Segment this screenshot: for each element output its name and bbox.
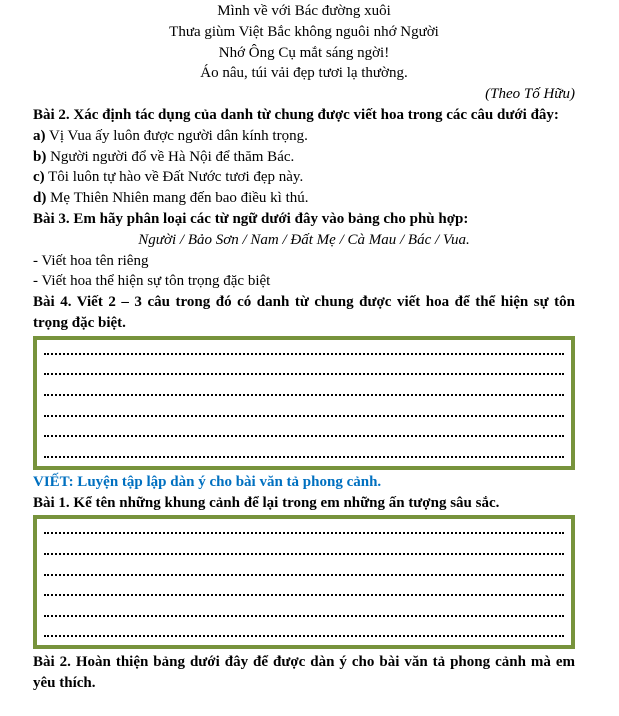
viet-exercise1-heading: Bài 1. Kể tên những khung cảnh để lại trong em những ấn tượng sâu sắc. [33,494,500,511]
item-text: Mẹ Thiên Nhiên mang đến bao điều kì thú. [50,190,309,207]
viet-section-heading: VIẾT: Luyện tập lập dàn ý cho bài văn tả phong cảnh. [33,473,382,490]
answer-line [44,437,564,458]
answer-line [44,355,564,376]
answer-line [44,534,564,555]
poem-line: Mình về với Bác đường xuôi [217,3,391,19]
poem [33,1,575,84]
viet-exercise1-answer-box [33,515,575,649]
item-label: d) [33,190,47,207]
item-label: b) [33,148,47,165]
item-text: Vị Vua ấy luôn được người dân kính trọng. [48,127,308,144]
answer-line [44,519,564,534]
exercise4-answer-box [33,336,575,470]
poem-line: Nhớ Ông Cụ mắt sáng ngời! [218,44,390,61]
poem-attribution: (Theo Tố Hữu) [485,86,575,103]
exercise3-word-list: Người / Bảo Sơn / Nam / Đất Mẹ / Cà Mau / Bác / Vua. [138,231,470,248]
exercise3-heading: Bài 3. Em hãy phân loại các từ ngữ dưới đây vào bảng cho phù hợp: [33,210,469,227]
answer-line [44,375,564,396]
poem-line: Thưa giùm Việt Bắc không nguôi nhớ Người [169,23,439,40]
answer-line [44,396,564,417]
poem-line: Áo nâu, túi vải đẹp tươi lạ thường. [200,65,408,82]
viet-exercise2-heading: Bài 2. Hoàn thiện bảng dưới đây để được dàn ý cho bài văn tả phong cảnh mà em yêu thích. [33,654,575,692]
exercise2-item-c [33,167,575,188]
item-label: c) [33,169,45,186]
answer-line [44,596,564,617]
exercise2-item-d [33,188,575,209]
exercise2-item-b [33,147,575,168]
item-text: Tôi luôn tự hào về Đất Nước tươi đẹp này. [48,169,304,186]
answer-line [44,340,564,355]
item-text: Người người đổ về Hà Nội để thăm Bác. [50,148,295,165]
exercise2-item-a [33,126,575,147]
answer-line [44,576,564,597]
exercise2-heading: Bài 2. Xác định tác dụng của danh từ chung được viết hoa trong các câu dưới đây: [33,106,559,123]
exercise4-heading: Bài 4. Viết 2 – 3 câu trong đó có danh từ chung được viết hoa để thể hiện sự tôn trọng đặc biệt. [33,294,575,331]
exercise3-category: - Viết hoa thể hiện sự tôn trọng đặc biệt [33,273,271,290]
exercise3-category: - Viết hoa tên riêng [33,252,149,269]
item-label: a) [33,127,46,144]
answer-line [44,617,564,638]
answer-line [44,417,564,438]
answer-line [44,555,564,576]
